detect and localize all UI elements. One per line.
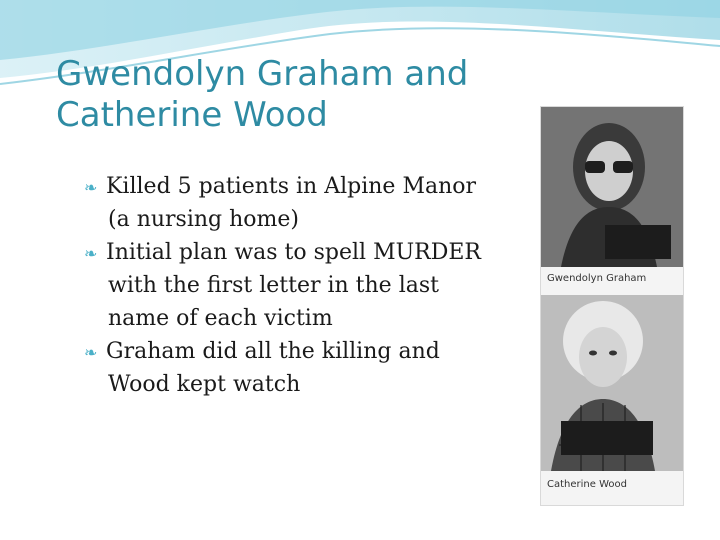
- bullet-item: [84, 170, 500, 236]
- bullet-icon: ❧: [84, 343, 98, 362]
- bullet-text: Graham did all the killing and Wood kept watch: [106, 339, 440, 397]
- mugshot-photo-graham: [541, 107, 683, 267]
- bullet-list: [60, 170, 500, 401]
- bullet-item: [84, 335, 500, 401]
- title-line-1: Gwendolyn Graham and: [56, 54, 469, 94]
- booking-placard-top: [605, 225, 671, 259]
- mugshot-photo-wood: [541, 295, 683, 471]
- mugshot-panel: [540, 106, 684, 506]
- caption-graham: Gwendolyn Graham: [547, 273, 647, 284]
- title-line-2: Catherine Wood: [56, 95, 328, 136]
- bullet-item: [84, 236, 500, 335]
- bullet-text: Killed 5 patients in Alpine Manor (a nursing home): [106, 174, 477, 232]
- bullet-icon: ❧: [84, 244, 98, 263]
- caption-wood: Catherine Wood: [547, 479, 627, 490]
- slide-title: [56, 54, 526, 137]
- bullet-text: Initial plan was to spell MURDER with the first letter in the last name of each victim: [106, 240, 481, 331]
- booking-placard-bottom: [561, 421, 653, 455]
- bullet-icon: ❧: [84, 178, 98, 197]
